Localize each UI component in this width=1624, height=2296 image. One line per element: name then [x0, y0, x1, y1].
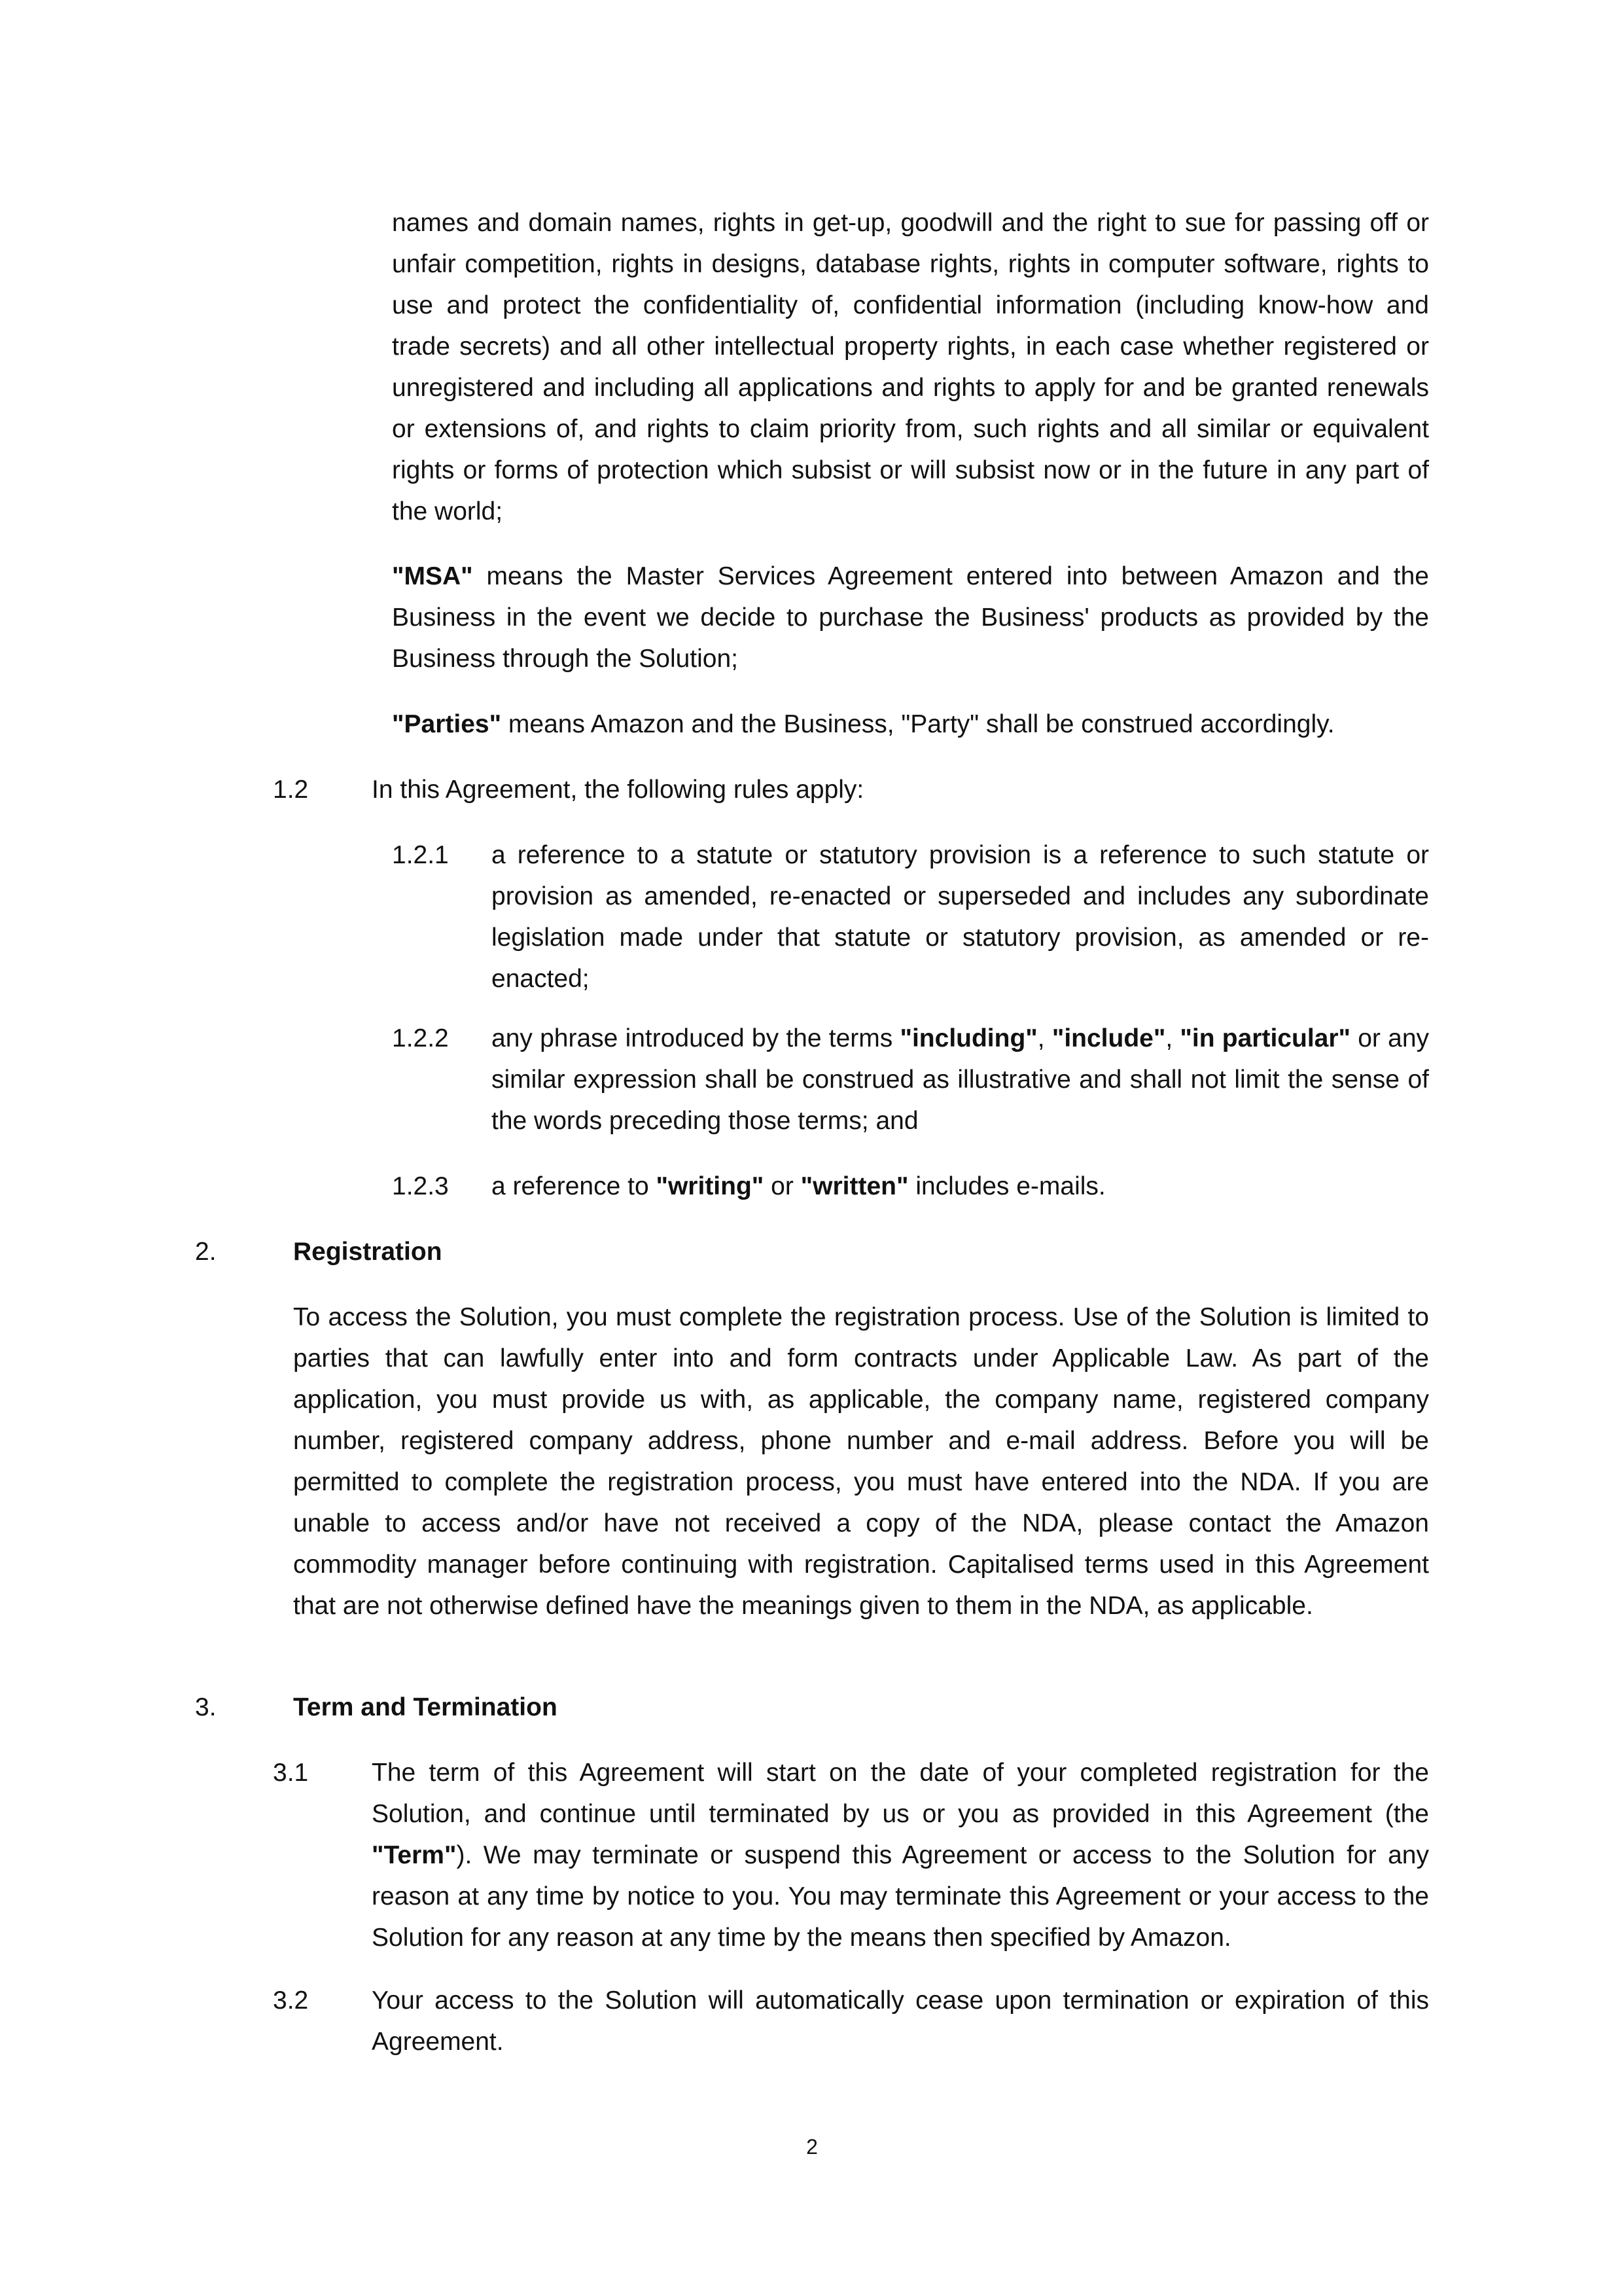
clause-1-2-2-number: 1.2.2 [392, 1024, 449, 1052]
clause-3-2-number: 3.2 [273, 1986, 309, 2015]
msa-definition-text: means the Master Services Agreement entered into between Amazon and the Business in the event we decide to purchase the Business' products as provided by the Business through the Solution; [392, 562, 1429, 673]
clause-1-2-1 [491, 834, 1429, 999]
clause-3-1-text-a: The term of this Agreement will start on the date of your completed registration for the Solution, and continue until terminated by us or you as provided in this Agreement (the [372, 1759, 1429, 1828]
section-2-body [293, 1297, 1429, 1626]
parties-definition [392, 704, 1429, 745]
clause-1-2-2-text-d: or any similar expression shall be construed as illustrative and shall not limit the sense of the words preceding those terms; and [491, 1024, 1430, 1135]
section-2-number: 2. [195, 1238, 217, 1266]
clause-1-2-2-text-c: , [1165, 1024, 1180, 1052]
clause-1-2-3-number: 1.2.3 [392, 1172, 449, 1200]
section-3-number: 3. [195, 1693, 217, 1721]
clause-1-2-2-text-b: , [1037, 1024, 1052, 1052]
clause-1-2-number: 1.2 [273, 776, 309, 804]
clause-3-2-text: Your access to the Solution will automatically cease upon termination or expiration of this Agreement. [372, 1986, 1429, 2056]
section-2-heading: Registration [293, 1238, 442, 1266]
term-written: "written" [800, 1172, 909, 1200]
term-term: "Term" [372, 1841, 457, 1869]
clause-1-2-3-text-c: includes e-mails. [908, 1172, 1106, 1200]
clause-1-2-3-text-b: or [764, 1172, 801, 1200]
term-including: "including" [900, 1024, 1038, 1052]
clause-1-2-1-number: 1.2.1 [392, 841, 449, 869]
ip-rights-text: names and domain names, rights in get-up, goodwill and the right to sue for passing off or unfair competition, rights in designs, database rights, rights in computer software, rights to use and protect the confidentiality of, confidential information (including know-how and trade secrets) and all other intellectual property rights, in each case whether registered or unregistered and including all applications and rights to apply for and be granted renewals or extensions of, and rights to claim priority from, such rights and all similar or equivalent rights or forms of protection which subsist or will subsist now or in the future in any part of the world; [392, 209, 1429, 526]
clause-1-2-3-text-a: a reference to [491, 1172, 656, 1200]
term-writing: "writing" [656, 1172, 764, 1200]
clause-3-2 [372, 1980, 1429, 2062]
term-in-particular: "in particular" [1180, 1024, 1351, 1052]
clause-3-1-text-b: ). We may terminate or suspend this Agreement or access to the Solution for any reason at any time by notice to you. You may terminate this Agreement or your access to the Solution for any reason at any time by the means then specified by Amazon. [372, 1841, 1429, 1952]
clause-1-2-text: In this Agreement, the following rules apply: [372, 776, 864, 804]
clause-1-2-3 [491, 1166, 1429, 1207]
clause-1-2-1-text: a reference to a statute or statutory provision is a reference to such statute or provision as amended, re-enacted or superseded and includes any subordinate legislation made under that statute or statutory provision, as amended or re-enacted; [491, 841, 1429, 993]
clause-1-2 [372, 769, 1429, 810]
page-number: 2 [806, 2135, 818, 2159]
clause-1-2-2 [491, 1018, 1429, 1141]
section-2-text: To access the Solution, you must complete the registration process. Use of the Solution is limited to parties that can lawfully enter into and form contracts under Applicable Law. As part of the application, you must provide us with, as applicable, the company name, registered company number, registered company address, phone number and e-mail address. Before you will be permitted to complete the registration process, you must have entered into the NDA. If you are unable to access and/or have not received a copy of the NDA, please contact the Amazon commodity manager before continuing with registration. Capitalised terms used in this Agreement that are not otherwise defined have the meanings given to them in the NDA, as applicable. [293, 1303, 1429, 1620]
msa-definition [392, 556, 1429, 679]
term-include: "include" [1051, 1024, 1166, 1052]
section-3-heading: Term and Termination [293, 1693, 557, 1721]
ip-rights-definition-continuation [392, 202, 1429, 532]
parties-term: "Parties" [392, 710, 502, 738]
parties-definition-text: means Amazon and the Business, "Party" shall be construed accordingly. [501, 710, 1335, 738]
clause-3-1-number: 3.1 [273, 1759, 309, 1787]
clause-1-2-2-text-a: any phrase introduced by the terms [491, 1024, 900, 1052]
clause-3-1 [372, 1752, 1429, 1958]
msa-term: "MSA" [392, 562, 473, 590]
